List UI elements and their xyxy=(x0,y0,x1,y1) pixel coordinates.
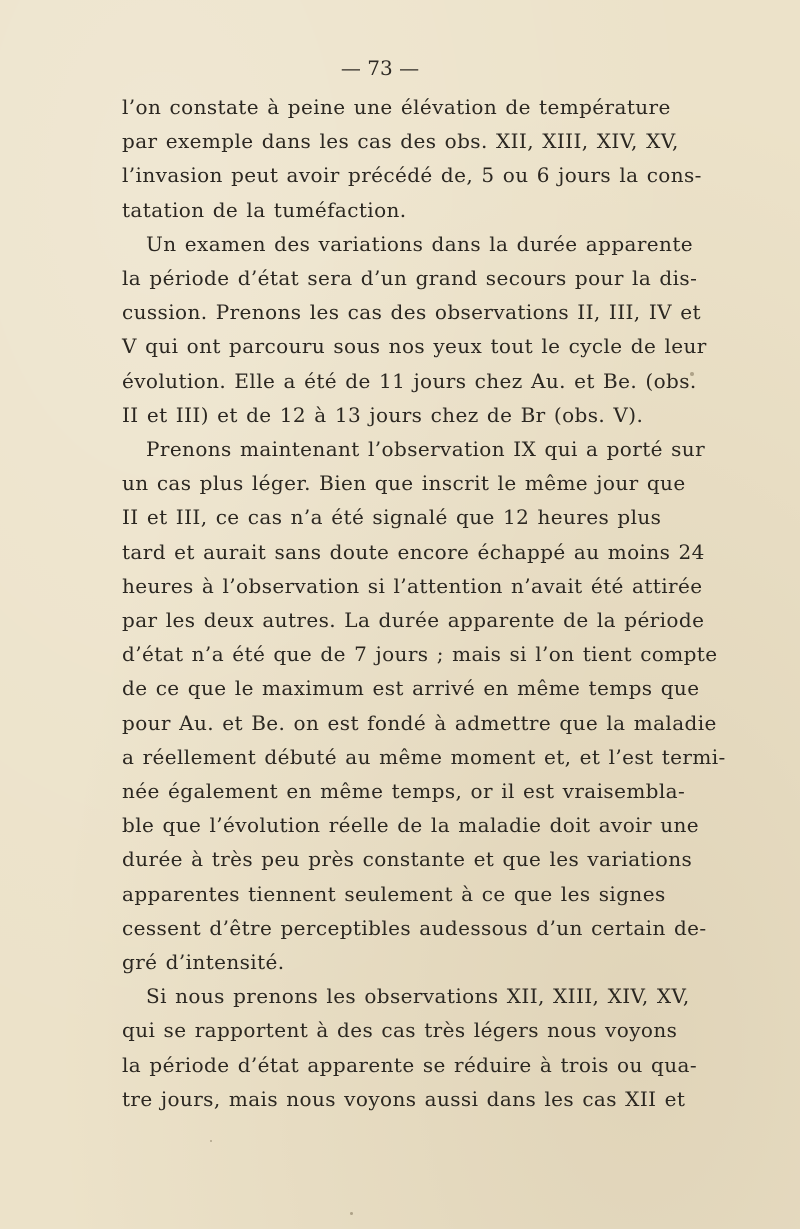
body-text xyxy=(122,90,726,1116)
text-line: d’état n’a été que de 7 jours ; mais si l’on tient compte xyxy=(122,642,718,667)
text-line: la période d’état sera d’un grand secours pour la dis- xyxy=(122,266,698,291)
text-line: apparentes tiennent seulement à ce que les signes xyxy=(122,881,666,906)
text-line: la période d’état apparente se réduire à trois ou qua- xyxy=(122,1052,697,1077)
text-line: gré d’intensité. xyxy=(122,950,285,975)
text-line: née également en même temps, or il est vraisembla- xyxy=(122,779,686,804)
text-line: II et III, ce cas n’a été signalé que 12 heures plus xyxy=(122,505,662,530)
paragraph-3 xyxy=(122,432,726,979)
paragraph-4 xyxy=(122,979,697,1116)
text-line: tre jours, mais nous voyons aussi dans les cas XII et xyxy=(122,1086,686,1111)
text-line: heures à l’observation si l’attention n’avait été attirée xyxy=(122,573,703,598)
text-line: Un examen des variations dans la durée apparente xyxy=(146,231,693,256)
text-line: II et III) et de 12 à 13 jours chez de Br (obs. V). xyxy=(122,402,644,427)
text-line: tard et aurait sans doute encore échappé au moins 24 xyxy=(122,539,705,564)
text-line: pour Au. et Be. on est fondé à admettre que la maladie xyxy=(122,710,717,735)
text-line: Si nous prenons les observations XII, XIII, XIV, XV, xyxy=(146,984,690,1009)
paper-speck xyxy=(350,1212,353,1215)
text-line: de ce que le maximum est arrivé en même temps que xyxy=(122,676,700,701)
page-number: — 73 — xyxy=(340,56,420,80)
text-line: évolution. Elle a été de 11 jours chez Au. et Be. (obs. xyxy=(122,368,697,393)
text-line: durée à très peu près constante et que les variations xyxy=(122,847,693,872)
text-line: a réellement débuté au même moment et, et l’est termi- xyxy=(122,744,726,769)
paragraph-1 xyxy=(122,90,702,227)
text-line: V qui ont parcouru sous nos yeux tout le cycle de leur xyxy=(122,334,707,359)
text-line: cussion. Prenons les cas des observations II, III, IV et xyxy=(122,300,701,325)
text-line: l’invasion peut avoir précédé de, 5 ou 6 jours la cons- xyxy=(122,163,702,188)
text-line: par les deux autres. La durée apparente de la période xyxy=(122,608,705,633)
text-line: ble que l’évolution réelle de la maladie doit avoir une xyxy=(122,813,699,838)
text-line: par exemple dans les cas des obs. XII, XIII, XIV, XV, xyxy=(122,129,679,154)
text-line: qui se rapportent à des cas très légers nous voyons xyxy=(122,1018,678,1043)
text-line: cessent d’être perceptibles audessous d’un certain de- xyxy=(122,915,707,940)
paper-speck xyxy=(690,372,694,376)
paragraph-2 xyxy=(122,227,707,432)
text-line: l’on constate à peine une élévation de température xyxy=(122,95,671,119)
paper-speck xyxy=(210,1140,212,1142)
text-line: un cas plus léger. Bien que inscrit le même jour que xyxy=(122,471,686,496)
text-line: tatation de la tuméfaction. xyxy=(122,197,407,222)
text-line: Prenons maintenant l’observation IX qui a porté sur xyxy=(146,437,706,462)
